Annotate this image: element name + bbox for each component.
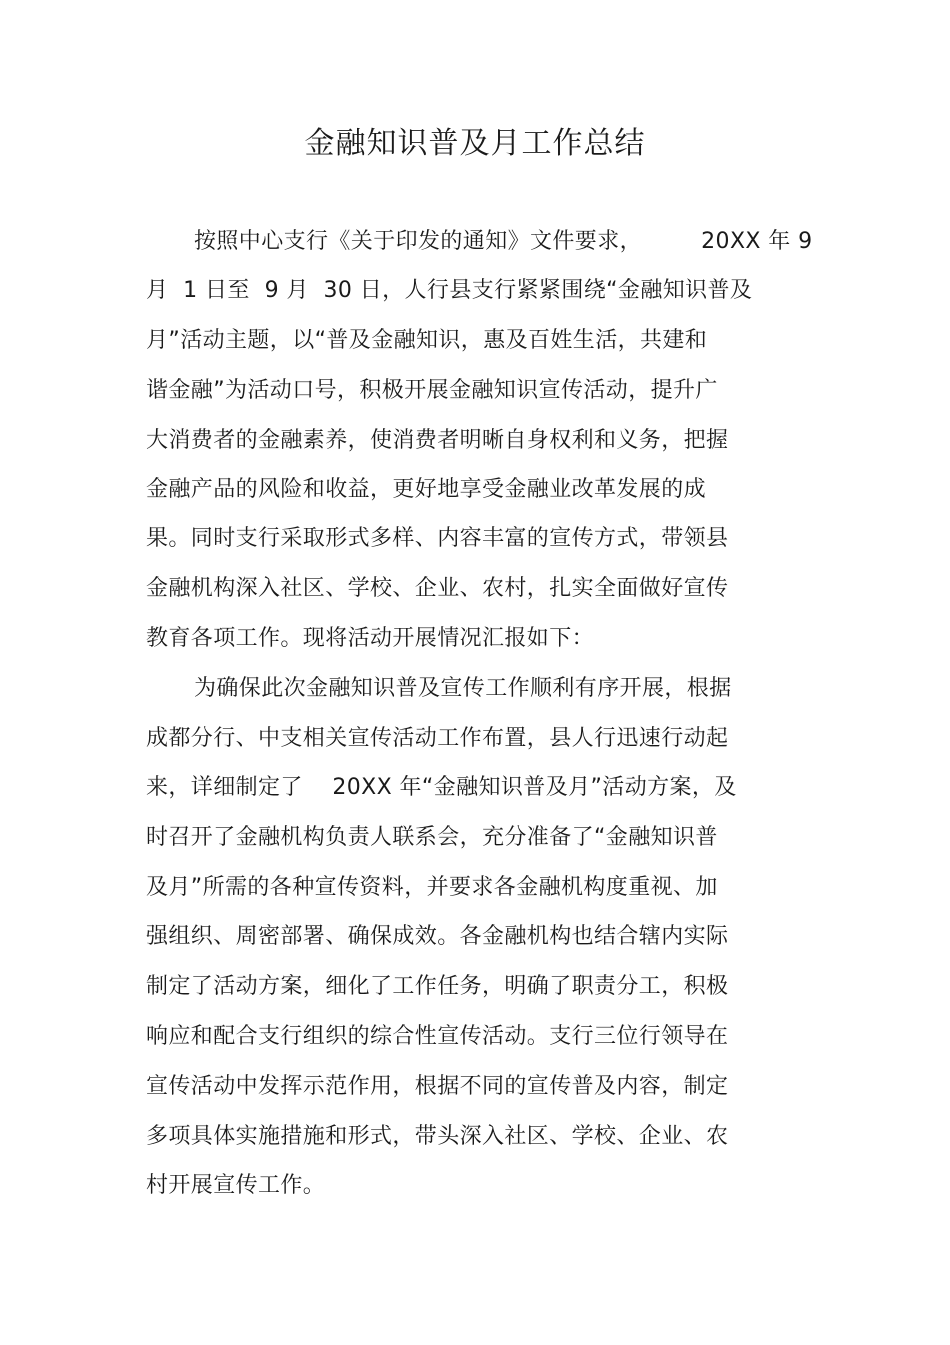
paragraph-line: 教育各项工作。现将活动开展情况汇报如下： — [146, 626, 595, 651]
paragraph-line: 谐金融”为活动口号，积极开展金融知识宣传活动，提升广 — [146, 378, 718, 403]
paragraph-line: 金融产品的风险和收益，更好地享受金融业改革发展的成 — [146, 477, 707, 502]
paragraph-line: 成都分行、中支相关宣传活动工作布置，县人行迅速行动起 — [146, 726, 729, 751]
paragraph-line: 强组织、周密部署、确保成效。各金融机构也结合辖内实际 — [146, 924, 729, 949]
paragraph-line: 为确保此次金融知识普及宣传工作顺利有序开展，根据 — [194, 676, 732, 701]
paragraph-line: 月”活动主题，以“普及金融知识，惠及百姓生活，共建和 — [146, 328, 708, 353]
paragraph-line: 按照中心支行《关于印发的通知》文件要求， 20XX 年 9 — [194, 229, 813, 254]
paragraph-line: 果。同时支行采取形式多样、内容丰富的宣传方式，带领县 — [146, 526, 729, 551]
paragraph-line: 来，详细制定了 20XX 年“金融知识普及月”活动方案，及 — [146, 775, 737, 800]
paragraph-line: 宣传活动中发挥示范作用，根据不同的宣传普及内容，制定 — [146, 1074, 729, 1099]
paragraph-line: 制定了活动方案，细化了工作任务，明确了职责分工，积极 — [146, 974, 729, 999]
paragraph-line: 时召开了金融机构负责人联系会，充分准备了“金融知识普 — [146, 825, 718, 850]
paragraph-line: 金融机构深入社区、学校、企业、农村，扎实全面做好宣传 — [146, 576, 729, 601]
paragraph-line: 村开展宣传工作。 — [146, 1173, 326, 1198]
paragraph-line: 多项具体实施措施和形式，带头深入社区、学校、企业、农 — [146, 1124, 729, 1149]
paragraph-line: 大消费者的金融素养，使消费者明晰自身权利和义务，把握 — [146, 428, 729, 453]
paragraph-line: 及月”所需的各种宣传资料，并要求各金融机构度重视、加 — [146, 875, 718, 900]
paragraph-line: 月 1 日至 9 月 30 日，人行县支行紧紧围绕“金融知识普及 — [146, 278, 753, 303]
document-title: 金融知识普及月工作总结 — [304, 126, 646, 161]
paragraph-line: 响应和配合支行组织的综合性宣传活动。支行三位行领导在 — [146, 1024, 729, 1049]
